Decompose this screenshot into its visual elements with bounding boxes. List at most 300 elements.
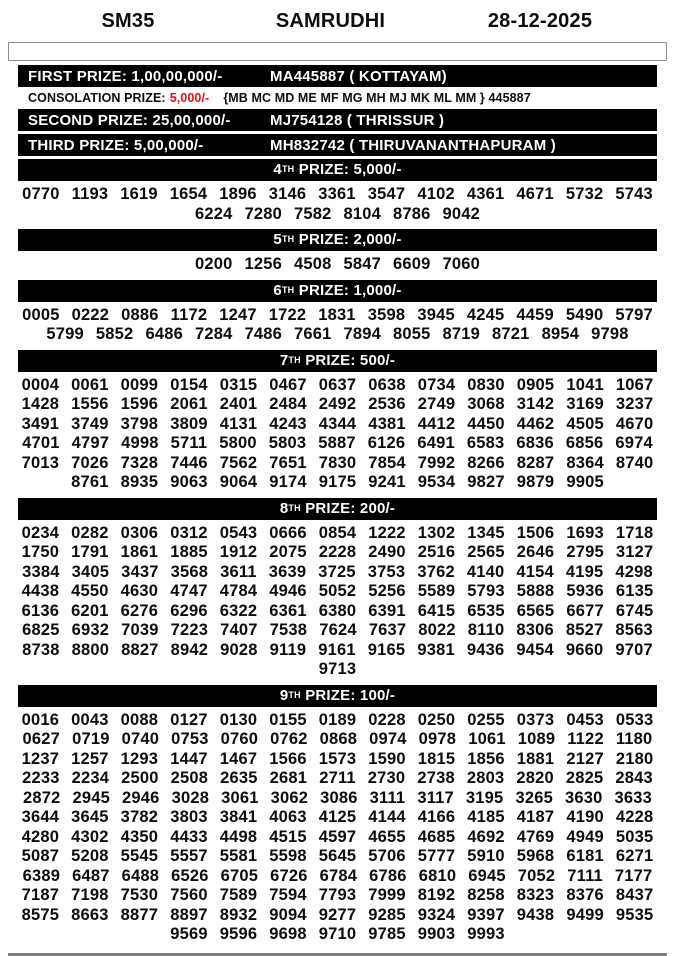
prize-number: 4498 [219, 827, 258, 846]
prize-number: 3086 [320, 788, 358, 807]
prize-number: 6391 [368, 601, 406, 620]
prize-number: 8721 [492, 325, 530, 343]
prize-number: 8738 [22, 640, 60, 659]
prize-number: 5799 [46, 325, 84, 343]
prize-number: 7198 [71, 886, 109, 904]
prize-number: 1750 [21, 543, 60, 561]
prize-number: 0453 [566, 710, 604, 729]
prize-number: 9042 [442, 204, 481, 223]
prize-number: 7594 [269, 886, 307, 904]
prize-number: 0627 [22, 730, 61, 748]
prize-number: 6322 [219, 601, 258, 620]
prize-number: 1896 [219, 185, 257, 203]
prize-number: 0740 [121, 730, 160, 748]
number-row [18, 602, 657, 622]
prize-number: 0854 [318, 523, 357, 542]
prize-number: 9827 [467, 473, 505, 491]
prize-number: 1041 [566, 375, 604, 394]
prize-number: 0099 [120, 375, 159, 394]
header [18, 6, 657, 42]
prize-number: 5803 [268, 434, 307, 452]
prize-number: 7582 [293, 204, 332, 223]
prize-number: 8258 [467, 886, 505, 904]
prize-number: 5581 [219, 847, 258, 865]
prize-number: 0753 [171, 730, 209, 748]
prize-number: 0770 [22, 185, 60, 203]
number-row [18, 306, 657, 326]
prize-number: 2508 [170, 769, 209, 787]
prize-number: 7894 [343, 325, 382, 343]
prize-number: 6825 [22, 621, 60, 639]
prize-number: 4190 [566, 808, 604, 826]
third-prize-winner: MH832742 ( THIRUVANANTHAPURAM ) [270, 136, 556, 154]
number-row [18, 886, 657, 906]
prize-number: 8364 [566, 453, 604, 472]
prize-number: 8104 [343, 204, 382, 223]
prize-number: 1566 [269, 749, 307, 768]
bottom-divider [8, 953, 667, 956]
prize-number: 3405 [71, 562, 110, 581]
prize-number: 6389 [22, 866, 61, 885]
prize-number: 6487 [72, 866, 110, 885]
prize-section-header-6th: 6TH PRIZE: 1,000/- [18, 280, 657, 302]
prize-number: 8110 [467, 621, 505, 639]
number-row [18, 255, 657, 275]
number-row [18, 621, 657, 641]
prize-number: 1180 [615, 730, 653, 748]
prize-number: 2730 [367, 769, 406, 787]
prize-number: 0222 [71, 305, 110, 324]
prize-number: 6181 [566, 847, 604, 865]
prize-number: 1237 [21, 749, 60, 768]
prize-number: 4140 [466, 562, 505, 581]
prize-number: 7651 [269, 453, 307, 472]
prize-number: 9028 [220, 640, 258, 659]
prize-number: 1293 [120, 749, 159, 768]
prize-number: 3630 [564, 788, 603, 807]
prize-number: 8663 [71, 905, 109, 924]
prize-number: 9241 [368, 473, 406, 491]
prize-number: 5557 [170, 847, 208, 865]
number-row [18, 750, 657, 770]
prize-number: 3237 [615, 395, 654, 413]
number-row [18, 641, 657, 661]
prize-number: 8897 [170, 905, 208, 924]
number-row [18, 828, 657, 848]
prize-number: 3762 [417, 562, 455, 581]
prize-number: 3645 [71, 808, 109, 826]
prize-number: 1718 [615, 523, 654, 542]
prize-number: 6836 [516, 434, 554, 452]
prize-number: 6126 [367, 434, 406, 452]
number-row [18, 205, 657, 225]
prize-number: 5052 [318, 582, 357, 600]
prize-number: 8022 [418, 621, 456, 639]
prize-number: 2635 [220, 769, 258, 787]
prize-number: 7039 [121, 621, 159, 639]
prize-number: 5645 [318, 847, 357, 865]
second-prize-winner: MJ754128 ( THRISSUR ) [270, 111, 445, 129]
prize-number: 5936 [566, 582, 604, 600]
prize-number: 9063 [170, 473, 208, 491]
prize-section-header-9th: 9TH PRIZE: 100/- [18, 685, 657, 707]
prize-number: 4998 [121, 434, 159, 452]
number-row [18, 454, 657, 474]
prize-number: 8719 [442, 325, 481, 343]
prize-number: 2492 [318, 395, 357, 413]
prize-number: 4166 [417, 808, 456, 826]
prize-number: 8563 [615, 621, 653, 639]
prize-number: 4228 [615, 808, 654, 826]
prize-number: 9094 [269, 905, 307, 924]
prize-number: 2401 [219, 395, 258, 413]
prize-number: 7992 [417, 453, 456, 472]
prize-number: 1791 [71, 543, 109, 561]
prize-number: 9698 [269, 925, 307, 943]
prize-number: 2872 [23, 788, 61, 807]
prize-number: 4344 [318, 414, 357, 433]
prize-number: 7111 [567, 866, 603, 885]
number-row [18, 185, 657, 205]
prize-number: 9905 [566, 473, 604, 491]
prize-number: 0088 [120, 710, 159, 729]
prize-number: 4350 [120, 827, 159, 846]
prize-number: 0762 [270, 730, 308, 748]
prize-number: 0637 [318, 375, 357, 394]
prize-number: 9785 [368, 925, 406, 943]
prize-number: 6810 [418, 866, 457, 885]
prize-number: 3782 [120, 808, 159, 826]
prize-number: 7661 [293, 325, 332, 343]
prize-number: 7187 [21, 886, 60, 904]
prize-number: 3598 [367, 305, 406, 324]
number-row [18, 925, 657, 945]
prize-number: 6296 [170, 601, 208, 620]
prize-number: 7637 [368, 621, 407, 639]
prize-number: 5888 [516, 582, 555, 600]
prize-number: 8055 [393, 325, 431, 343]
prize-section-header-7th: 7TH PRIZE: 500/- [18, 350, 657, 372]
prize-number: 8932 [219, 905, 258, 924]
prize-number: 6784 [319, 866, 358, 885]
prize-number: 9161 [318, 640, 356, 659]
prize-number: 4302 [71, 827, 109, 846]
prize-number: 7486 [244, 325, 282, 343]
number-row [18, 543, 657, 563]
prize-number: 0533 [615, 710, 654, 729]
prize-number: 3068 [467, 395, 505, 413]
prize-number: 4154 [516, 562, 554, 581]
prize-number: 3753 [367, 562, 406, 581]
prize-number: 1856 [467, 749, 505, 768]
prize-number: 8942 [170, 640, 209, 659]
prize-number: 7060 [442, 255, 481, 273]
prize-number: 3547 [367, 185, 406, 203]
prize-number: 1302 [417, 523, 456, 542]
prize-number: 3749 [71, 414, 109, 433]
prize-number: 3195 [465, 788, 504, 807]
prize-number: 6201 [71, 601, 109, 620]
prize-number: 3111 [369, 788, 406, 807]
prize-number: 8192 [417, 886, 456, 904]
prize-number: 3803 [170, 808, 208, 826]
prize-number: 8935 [120, 473, 159, 491]
prize-number: 2536 [368, 395, 406, 413]
prize-number: 2233 [22, 769, 60, 787]
number-row [18, 808, 657, 828]
prize-number: 0830 [467, 375, 505, 394]
prize-number: 7328 [120, 453, 159, 472]
prize-number: 3117 [417, 788, 454, 807]
prize-number: 5087 [21, 847, 60, 865]
prize-number: 6945 [468, 866, 506, 885]
prize-number: 4459 [516, 305, 554, 324]
prize-number: 6136 [21, 601, 60, 620]
consolation-row [18, 90, 657, 109]
second-prize-bar [18, 109, 657, 131]
prize-number: 0127 [170, 710, 208, 729]
prize-number: 5035 [615, 827, 654, 846]
prize-number: 1573 [318, 749, 357, 768]
prize-number: 8740 [615, 453, 654, 472]
prize-number: 3061 [221, 788, 259, 807]
prize-number: 0282 [71, 523, 109, 542]
prize-number: 7223 [170, 621, 209, 639]
prize-number: 5589 [417, 582, 456, 600]
prize-number: 9381 [417, 640, 455, 659]
prize-number: 4102 [417, 185, 455, 203]
prize-number: 7624 [319, 621, 357, 639]
number-row [18, 847, 657, 867]
prize-number: 4280 [21, 827, 60, 846]
prize-number: 7280 [244, 204, 282, 223]
prize-number: 8786 [393, 204, 431, 223]
number-row [18, 789, 657, 809]
number-row [18, 376, 657, 396]
prize-number: 2490 [368, 543, 406, 561]
prize-number: 3142 [516, 395, 555, 413]
prize-number: 2516 [417, 543, 456, 561]
prize-number: 0043 [71, 710, 109, 729]
prize-number: 2061 [170, 395, 208, 413]
prize-number: 6856 [565, 434, 604, 452]
prize-number: 0228 [368, 710, 406, 729]
prize-number: 2234 [71, 769, 110, 787]
prize-number: 2843 [615, 769, 653, 787]
prize-number: 0234 [21, 523, 60, 542]
prize-number: 1506 [516, 523, 555, 542]
prize-number: 1912 [219, 543, 258, 561]
prize-number: 6271 [615, 847, 654, 865]
prize-number: 4245 [466, 305, 505, 324]
prize-numbers-4th [18, 184, 657, 226]
prize-number: 5777 [417, 847, 456, 865]
prize-number: 1247 [219, 305, 257, 324]
prize-number: 2711 [319, 769, 356, 787]
prize-number: 2180 [615, 749, 654, 768]
prize-number: 2484 [269, 395, 307, 413]
prize-number: 5797 [615, 305, 653, 324]
prize-number: 6491 [417, 434, 455, 452]
prize-number: 5743 [615, 185, 653, 203]
prize-number: 1256 [244, 255, 282, 273]
prize-number: 0250 [417, 710, 456, 729]
prize-number: 0200 [194, 255, 233, 273]
prize-number: 6677 [566, 601, 604, 620]
prize-number: 4412 [417, 414, 456, 433]
prize-number: 3437 [121, 562, 159, 581]
prize-sections [18, 159, 657, 947]
prize-number: 1831 [318, 305, 356, 324]
number-row [18, 524, 657, 544]
prize-number: 0978 [418, 730, 457, 748]
prize-number: 6565 [516, 601, 555, 620]
prize-number: 9710 [318, 925, 357, 943]
prize-number: 9596 [219, 925, 258, 943]
prize-number: 8323 [516, 886, 555, 904]
prize-number: 2795 [566, 543, 604, 561]
prize-number: 7284 [194, 325, 233, 343]
prize-number: 2738 [417, 769, 455, 787]
prize-number: 3384 [22, 562, 60, 581]
prize-number: 4125 [318, 808, 357, 826]
prize-number: 0373 [516, 710, 555, 729]
prize-number: 6486 [145, 325, 183, 343]
prize-number: 0974 [369, 730, 407, 748]
prize-number: 0868 [319, 730, 358, 748]
consolation-series: {MB MC MD ME MF MG MH MJ MK ML MM } 445887 [223, 91, 531, 105]
prize-number: 4671 [516, 185, 554, 203]
prize-number: 8761 [71, 473, 109, 491]
prize-number: 1067 [615, 375, 654, 394]
prize-number: 6974 [615, 434, 653, 452]
number-row [18, 711, 657, 731]
prize-number: 9175 [318, 473, 357, 491]
prize-number: 1447 [170, 749, 208, 768]
prize-number: 2127 [566, 749, 604, 768]
prize-number: 2825 [565, 769, 604, 787]
prize-number: 4450 [467, 414, 505, 433]
prize-number: 0638 [368, 375, 406, 394]
prize-number: 1061 [468, 730, 506, 748]
prize-number: 6488 [121, 866, 160, 885]
prize-number: 0543 [219, 523, 258, 542]
prize-number: 9119 [269, 640, 307, 659]
prize-number: 4550 [71, 582, 109, 600]
prize-number: 7026 [71, 453, 109, 472]
prize-number: 9535 [615, 905, 654, 924]
prize-number: 3798 [120, 414, 159, 433]
prize-number: 3361 [318, 185, 356, 203]
prize-number: 4946 [269, 582, 307, 600]
prize-number: 1193 [71, 185, 109, 203]
prize-number: 6786 [369, 866, 407, 885]
prize-number: 5800 [219, 434, 257, 452]
prize-number: 6276 [120, 601, 159, 620]
prize-number: 7999 [368, 886, 406, 904]
prize-number: 3639 [268, 562, 307, 581]
prize-number: 5732 [565, 185, 604, 203]
number-row [18, 395, 657, 415]
prize-number: 0467 [269, 375, 307, 394]
prize-number: 6705 [220, 866, 259, 885]
prize-number: 1345 [467, 523, 505, 542]
prize-number: 0189 [318, 710, 357, 729]
prize-number: 0005 [22, 305, 60, 324]
number-row [18, 730, 657, 750]
prize-number: 1556 [71, 395, 109, 413]
prize-number: 6361 [269, 601, 307, 620]
prize-number: 5208 [71, 847, 109, 865]
prize-section-header-8th: 8TH PRIZE: 200/- [18, 498, 657, 520]
prize-number: 3491 [21, 414, 60, 433]
prize-number: 4701 [22, 434, 60, 452]
draw-date: 28-12-2025 [487, 10, 593, 32]
prize-number: 4747 [170, 582, 208, 600]
blank-input[interactable] [8, 42, 667, 61]
prize-number: 1590 [368, 749, 406, 768]
number-row [18, 434, 657, 454]
prize-number: 4433 [170, 827, 208, 846]
prize-number: 4438 [21, 582, 60, 600]
prize-number: 4655 [368, 827, 406, 846]
prize-number: 4187 [516, 808, 555, 826]
prize-number: 4949 [566, 827, 604, 846]
prize-number: 5852 [95, 325, 134, 343]
prize-number: 0061 [71, 375, 109, 394]
prize-number: 5793 [467, 582, 505, 600]
prize-number: 4508 [293, 255, 332, 273]
prize-number: 6135 [615, 582, 654, 600]
prize-number: 4381 [368, 414, 406, 433]
prize-number: 7530 [120, 886, 159, 904]
prize-number: 5887 [318, 434, 356, 452]
number-row [18, 769, 657, 789]
prize-numbers-8th [18, 523, 657, 682]
prize-number: 1596 [120, 395, 159, 413]
prize-section-header-4th: 4TH PRIZE: 5,000/- [18, 159, 657, 181]
prize-number: 0666 [269, 523, 307, 542]
prize-number: 4505 [566, 414, 604, 433]
prize-number: 9903 [417, 925, 456, 943]
prize-number: 0130 [219, 710, 258, 729]
prize-number: 0312 [170, 523, 208, 542]
prize-number: 8800 [71, 640, 110, 659]
prize-number: 2946 [122, 788, 160, 807]
prize-number: 4131 [219, 414, 258, 433]
prize-number: 3725 [318, 562, 356, 581]
prize-number: 3809 [170, 414, 208, 433]
page-title: SAMRUDHI [275, 10, 386, 32]
prize-number: 5256 [368, 582, 406, 600]
number-row [18, 325, 657, 345]
prize-number: 8954 [541, 325, 580, 343]
prize-number: 9064 [219, 473, 258, 491]
prize-number: 7407 [220, 621, 258, 639]
prize-number: 1619 [120, 185, 158, 203]
prize-number: 3127 [615, 543, 654, 561]
prize-number: 4063 [269, 808, 307, 826]
prize-number: 1122 [567, 730, 604, 748]
prize-number: 0315 [219, 375, 258, 394]
prize-number: 9436 [466, 640, 505, 659]
prize-number: 2820 [516, 769, 554, 787]
prize-number: 1881 [516, 749, 555, 768]
prize-number: 9569 [170, 925, 208, 943]
prize-number: 9454 [516, 640, 554, 659]
prize-number: 7793 [318, 886, 357, 904]
prize-number: 3028 [171, 788, 210, 807]
